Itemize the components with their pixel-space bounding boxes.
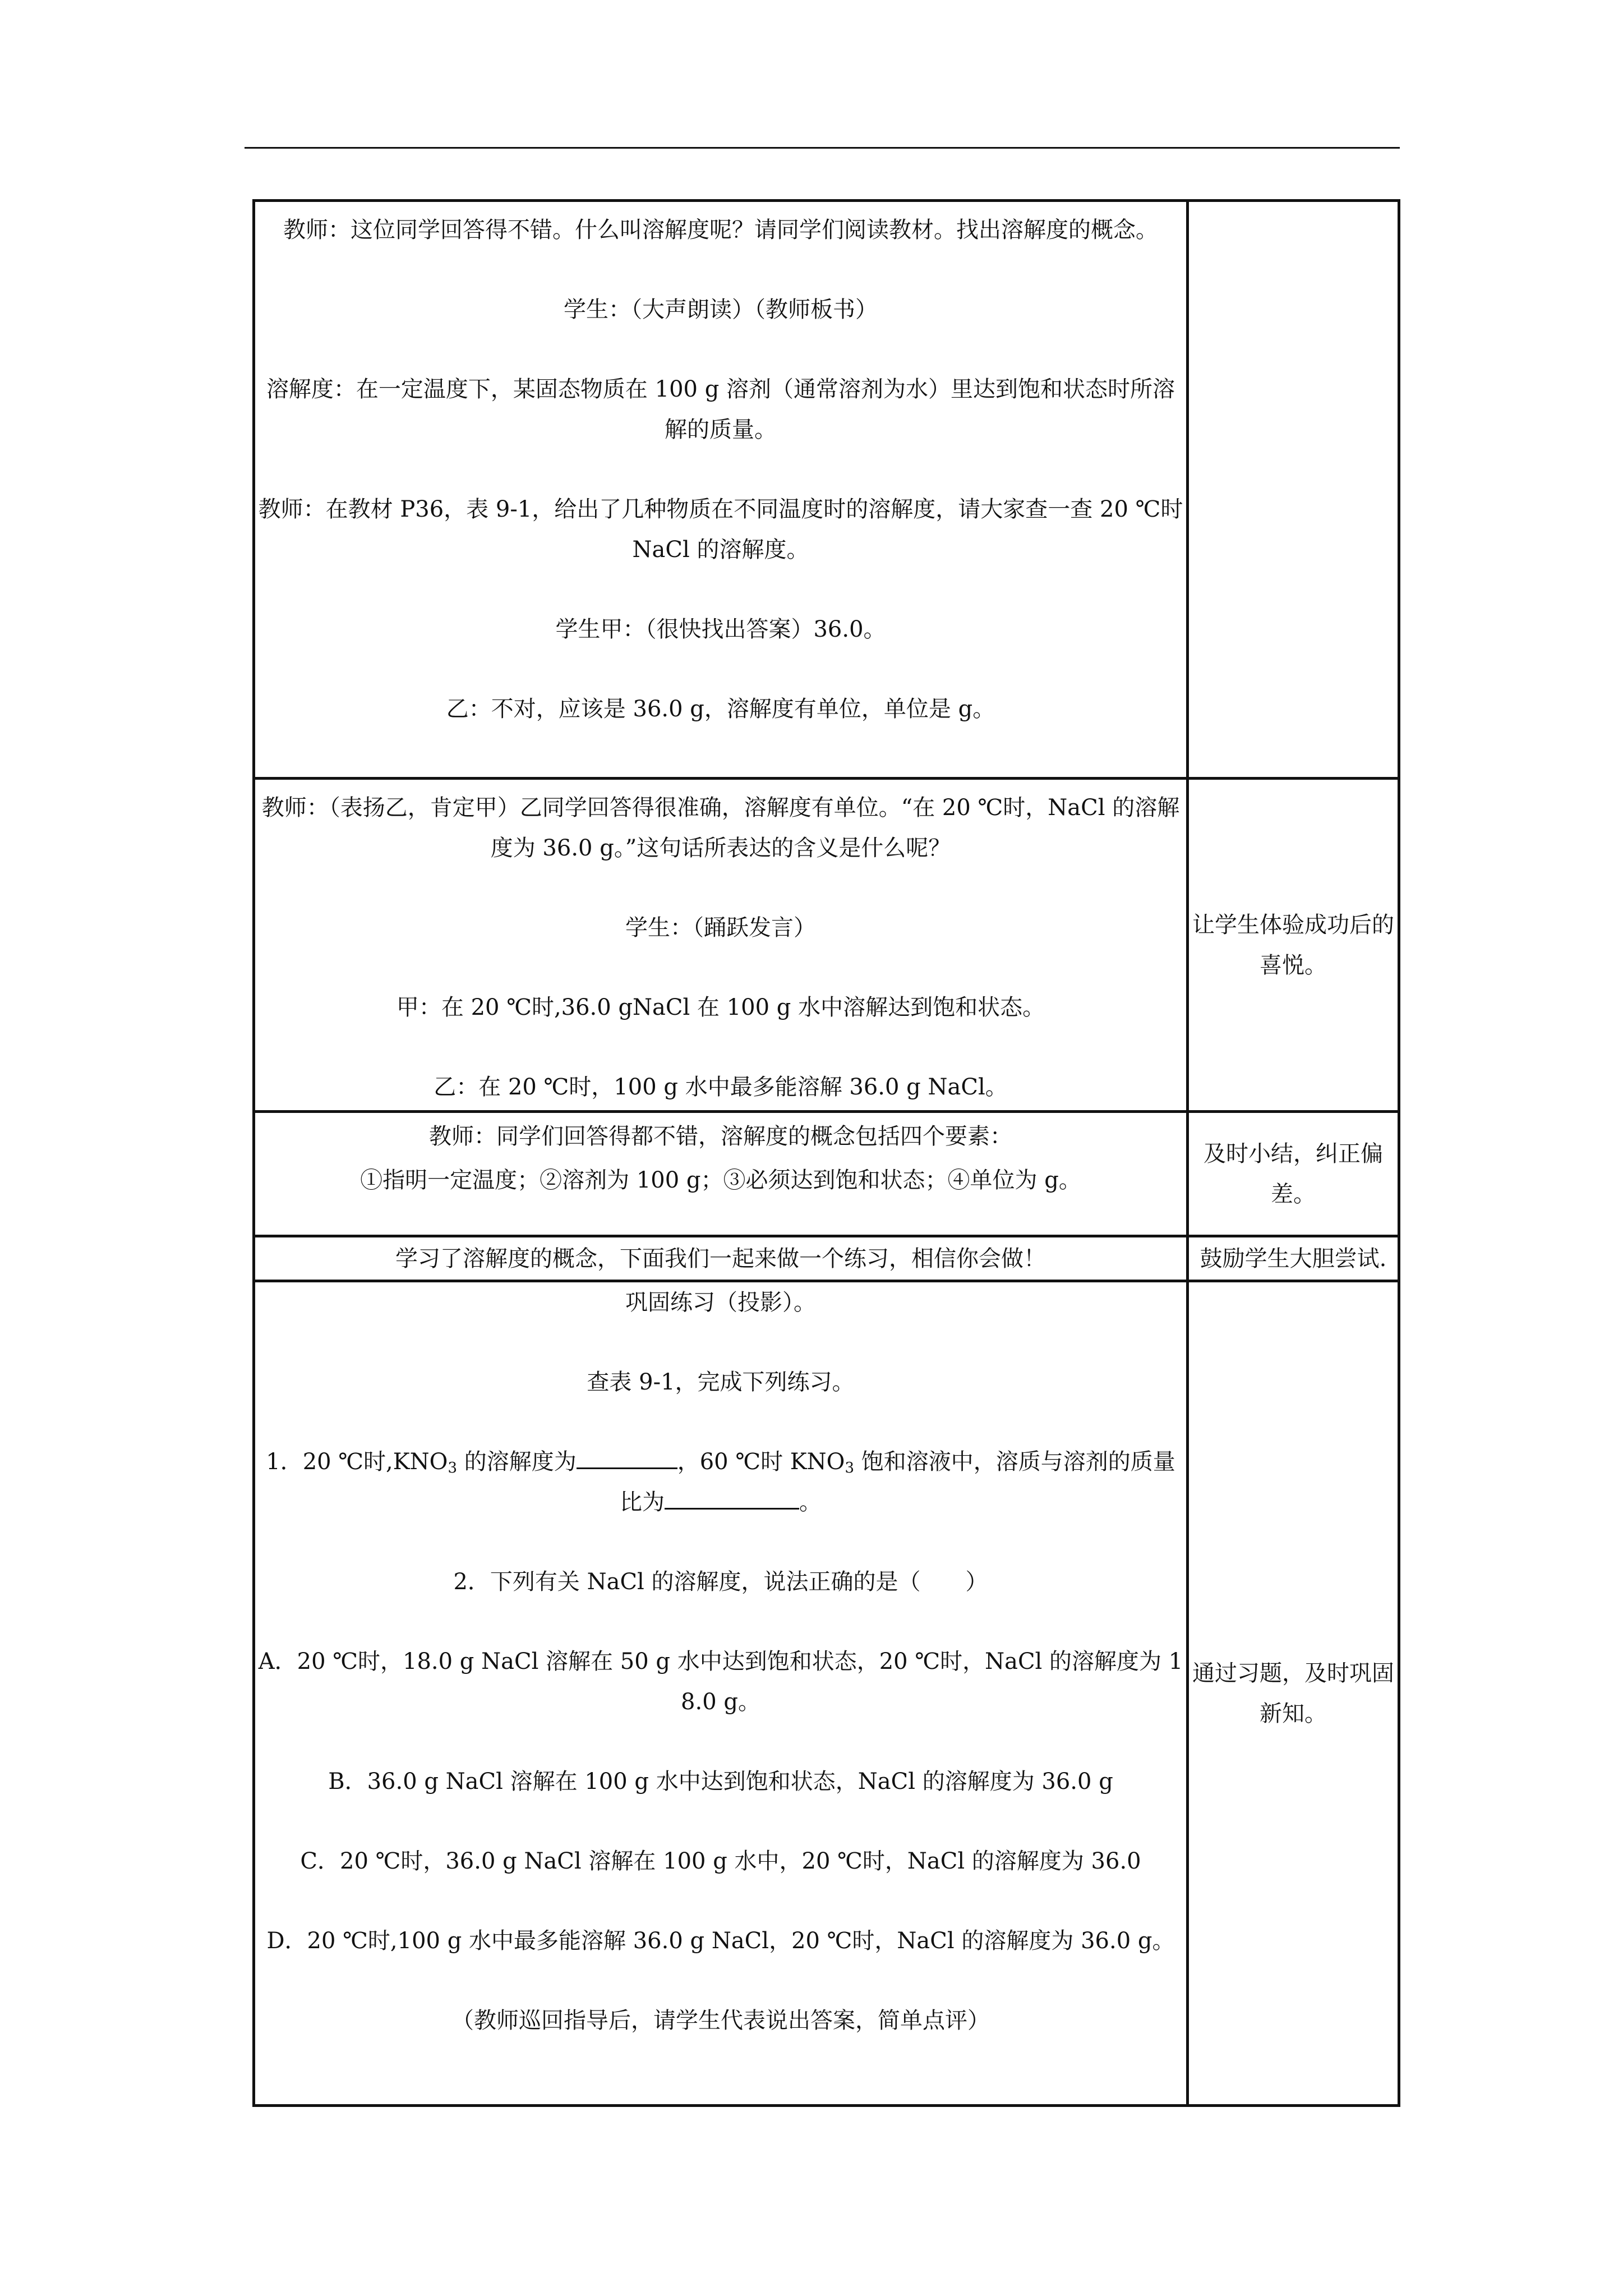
question-1: 1．20 ℃时$,KNO_3$ 的溶解度为 ，60 ℃时 $KNO_3$ 饱和溶液中，溶质与溶剂的质量比为 。 xyxy=(255,1442,1186,1522)
note-cell xyxy=(1188,1112,1399,1236)
dialogue-line: 学习了溶解度的概念，下面我们一起来做一个练习，相信你会做！ xyxy=(395,1245,1046,1272)
dialogue-line: 学生甲：（很快找出答案）36.0。 xyxy=(555,616,886,642)
note-cell xyxy=(1188,1236,1399,1281)
content-cell xyxy=(254,1112,1188,1236)
dialogue-line: 甲：在 20 ℃时,36.0 gNaCl 在 100 g 水中溶解达到饱和状态。 xyxy=(396,995,1045,1020)
design-note: 鼓励学生大胆尝试. xyxy=(1200,1245,1387,1272)
design-note: 及时小结，纠正偏差。 xyxy=(1204,1140,1383,1207)
content-cell xyxy=(254,201,1188,779)
note-cell xyxy=(1188,779,1399,1112)
question-2: 2．下列有关 NaCl 的溶解度，说法正确的是（ ） xyxy=(453,1569,988,1595)
note-cell xyxy=(1188,1281,1399,2106)
table-row xyxy=(254,1112,1399,1236)
dialogue-line: 教师：同学们回答得都不错，溶解度的概念包括四个要素： xyxy=(429,1124,1012,1149)
table-row xyxy=(254,201,1399,779)
content-cell xyxy=(254,1281,1188,2106)
table-row xyxy=(254,1236,1399,1281)
option-d: D．20 ℃时,100 g 水中最多能溶解 36.0 g NaCl，20 ℃时，NaCl 的溶解度为 36.0 g。 xyxy=(266,1928,1175,1954)
dialogue-line: 教师：在教材 P36，表 9-1，给出了几种物质在不同温度时的溶解度，请大家查一查 20 ℃时 NaCl 的溶解度。 xyxy=(258,496,1183,563)
design-note: 让学生体验成功后的喜悦。 xyxy=(1192,912,1394,978)
summary-points: ①指明一定温度；②溶剂为 100 g；③必须达到饱和状态；④单位为 g。 xyxy=(360,1167,1081,1193)
option-b: B．36.0 g NaCl 溶解在 100 g 水中达到饱和状态，NaCl 的溶解度为 36.0 g xyxy=(328,1769,1113,1795)
note-cell xyxy=(1188,201,1399,779)
dialogue-line: 学生：（踊跃发言） xyxy=(625,915,816,941)
dialogue-line: 教师：（表扬乙，肯定甲）乙同学回答得很准确，溶解度有单位。“在 20 ℃时，NaCl 的溶解度为 36.0 g。”这句话所表达的含义是什么呢？ xyxy=(261,795,1180,861)
header-rule xyxy=(245,147,1400,149)
option-a: A．20 ℃时，18.0 g NaCl 溶解在 50 g 水中达到饱和状态，20 ℃时，NaCl 的溶解度为 18.0 g。 xyxy=(258,1649,1183,1715)
dialogue-line: 教师：这位同学回答得不错。什么叫溶解度呢？请同学们阅读教材。找出溶解度的概念。 xyxy=(283,217,1158,243)
answer-blank[interactable] xyxy=(577,1446,677,1469)
content-cell xyxy=(254,779,1188,1112)
dialogue-line: 乙：在 20 ℃时，100 g 水中最多能溶解 36.0 g NaCl。 xyxy=(434,1074,1008,1100)
design-note: 通过习题，及时巩固新知。 xyxy=(1192,1660,1394,1727)
option-c: C．20 ℃时，36.0 g NaCl 溶解在 100 g 水中，20 ℃时，NaCl 的溶解度为 36.0 xyxy=(300,1848,1141,1874)
table-row xyxy=(254,1281,1399,2106)
definition-text: 溶解度：在一定温度下，某固态物质在 100 g 溶剂（通常溶剂为水）里达到饱和状态时所溶解的质量。 xyxy=(266,376,1175,443)
lesson-table xyxy=(252,199,1400,2107)
exercise-instruction: 查表 9-1，完成下列练习。 xyxy=(587,1369,855,1395)
answer-blank[interactable] xyxy=(665,1487,799,1510)
exercise-title: 巩固练习（投影）。 xyxy=(625,1290,816,1315)
content-cell xyxy=(254,1236,1188,1281)
dialogue-line: 学生：（大声朗读）（教师板书） xyxy=(564,297,878,323)
dialogue-line: 乙：不对，应该是 36.0 g，溶解度有单位，单位是 g。 xyxy=(446,696,995,722)
teacher-note: （教师巡回指导后，请学生代表说出答案，简单点评） xyxy=(451,2008,990,2033)
table-row xyxy=(254,779,1399,1112)
